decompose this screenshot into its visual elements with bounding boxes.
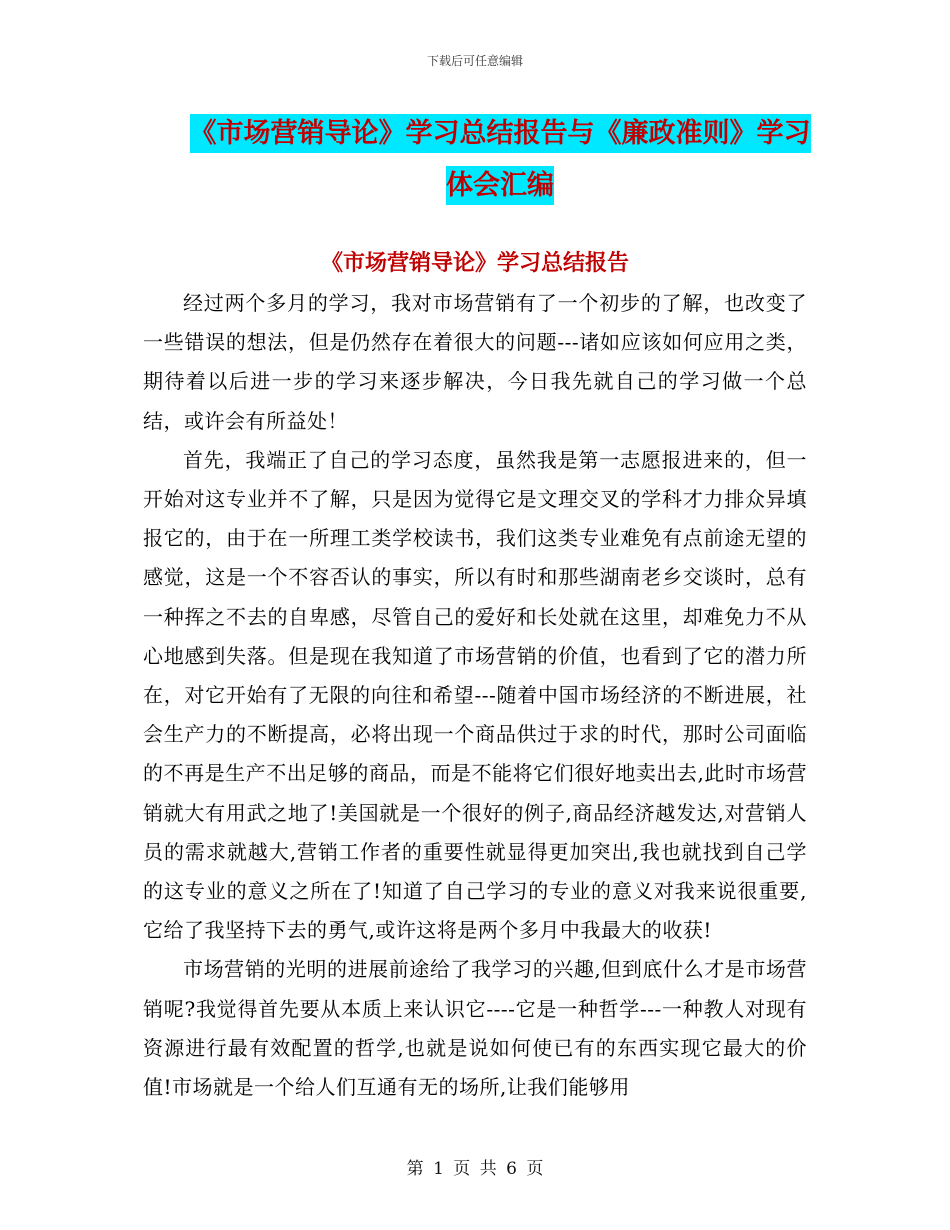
paragraph-2: 首先，我端正了自己的学习态度，虽然我是第一志愿报进来的，但一开始对这专业并不了解，只是因为觉得它是文理交叉的学科才力排众异填报它的，由于在一所理工类学校读书，我们这类专业难免有点前途无望的感觉，这是一个不容否认的事实，所以有时和那些湖南老乡交谈时，总有一种挥之不去的自卑感，尽管自己的爱好和长处就在这里，却难免力不从心地感到失落。但是现在我知道了市场营销的价值，也看到了它的潜力所在，对它开始有了无限的向往和希望---随着中国市场经济的不断进展，社会生产力的不断提高，必将出现一个商品供过于求的时代，那时公司面临的不再是生产不出足够的商品，而是不能将它们很好地卖出去,此时市场营销就大有用武之地了!美国就是一个很好的例子,商品经济越发达,对营销人员的需求就越大,营销工作者的重要性就显得更加突出,我也就找到自己学的这专业的意义之所在了!知道了自己学习的专业的意义对我来说很重要,它给了我坚持下去的勇气,或许这将是两个多月中我最大的收获! (143, 447, 807, 943)
document-title-line-2: 体会汇编 (446, 166, 554, 205)
paragraph-1: 经过两个多月的学习，我对市场营销有了一个初步的了解，也改变了一些错误的想法，但是仍然存在着很大的问题---诸如应该如何应用之类，期待着以后进一步的学习来逐步解决，今日我先就自己的学习做一个总结，或许会有所益处！ (143, 291, 807, 433)
paragraph-3: 市场营销的光明的进展前途给了我学习的兴趣,但到底什么才是市场营销呢?我觉得首先要从本质上来认识它----它是一种哲学---一种教人对现有资源进行最有效配置的哲学,也就是说如何使已有的东西实现它最大的价值!市场就是一个给人们互通有无的场所,让我们能够用 (143, 957, 807, 1100)
section-title: 《市场营销导论》学习总结报告 (320, 251, 629, 276)
document-title (150, 108, 850, 212)
page-number-footer: 第 1 页 共 6 页 (406, 1159, 544, 1179)
header-note: 下载后可任意编辑 (426, 54, 523, 68)
document-title-line-1: 《市场营销导论》学习总结报告与《廉政准则》学习 (190, 114, 811, 153)
body-text (143, 284, 807, 1107)
